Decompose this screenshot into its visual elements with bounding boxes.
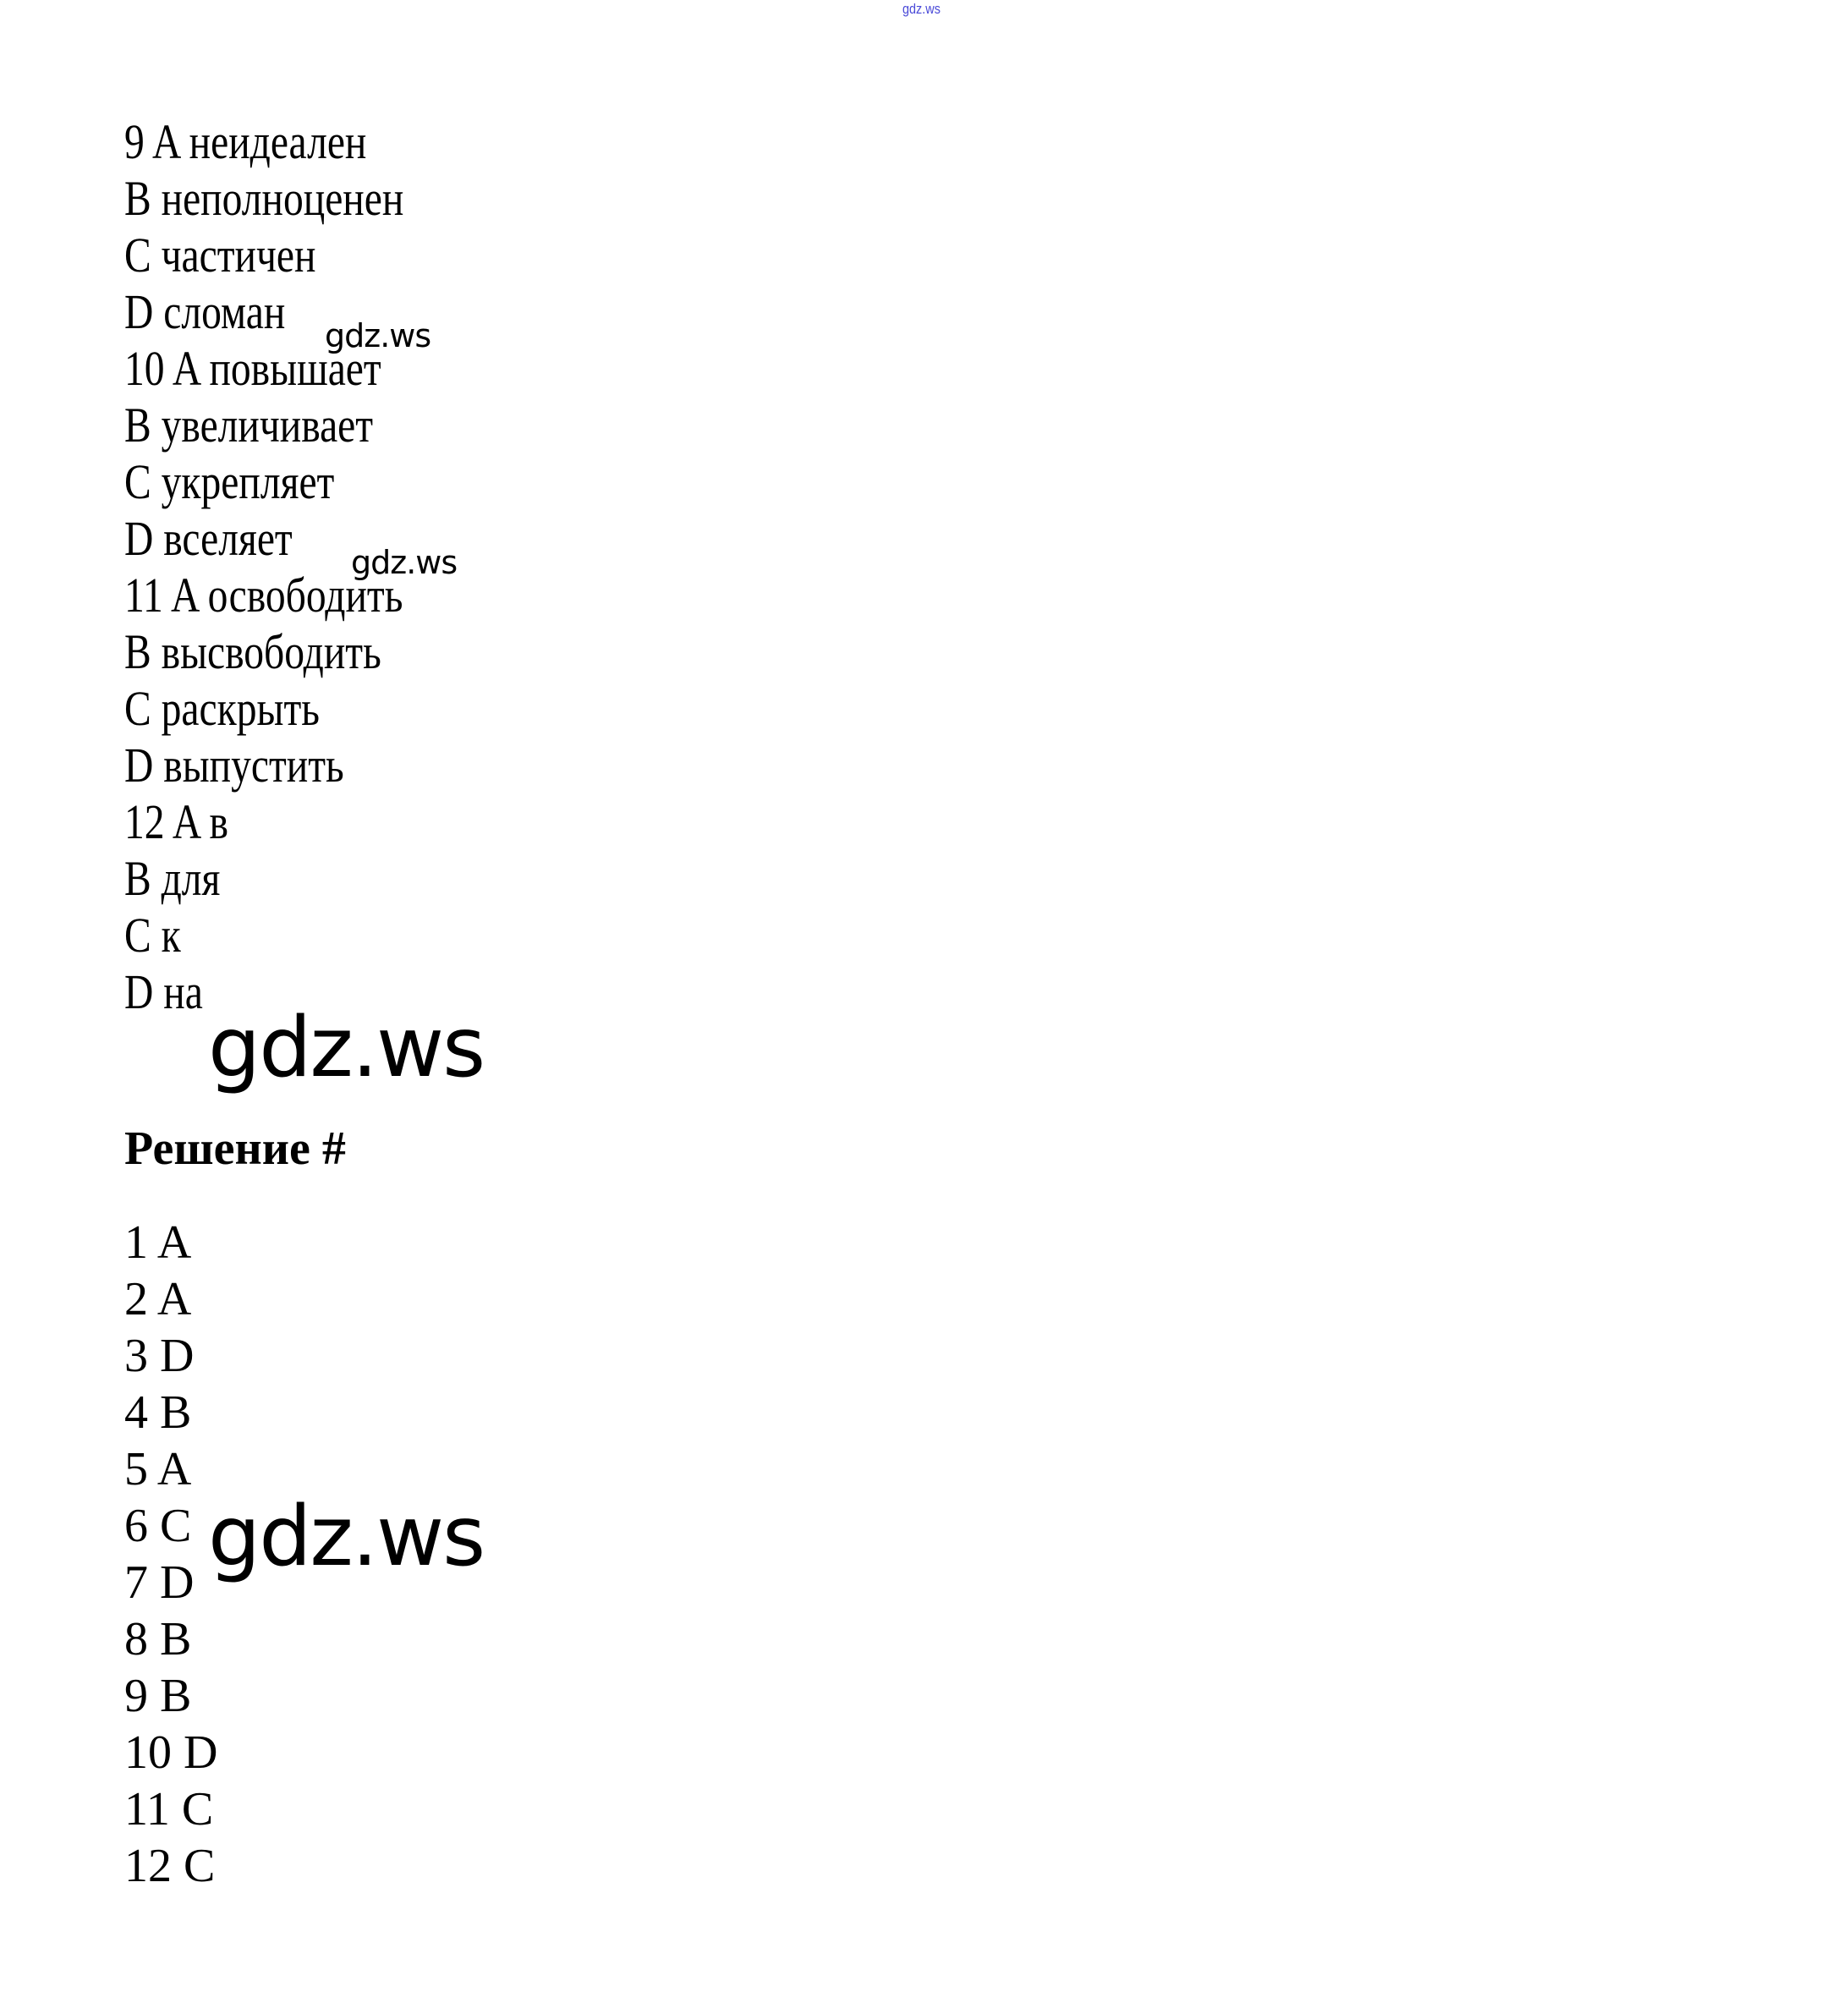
option-line: C раскрыть [124, 681, 320, 736]
answer-line: 8 B [124, 1613, 192, 1665]
option-line: D вселяет [124, 511, 293, 566]
answer-line: 6 C [124, 1500, 192, 1552]
answer-line: 9 B [124, 1670, 192, 1722]
option-line: D на [124, 964, 203, 1019]
answer-line: 5 A [124, 1443, 192, 1495]
option-line: C к [124, 908, 181, 963]
option-line: 9 A неидеален [124, 114, 367, 169]
option-line: D выпустить [124, 738, 344, 793]
option-line: D сломан [124, 284, 286, 339]
answer-line: 1 A [124, 1216, 192, 1269]
answer-line: 3 D [124, 1330, 195, 1382]
answer-line: 4 B [124, 1386, 192, 1439]
option-line: 11 A освободить [124, 568, 403, 623]
answer-line: 12 C [124, 1840, 216, 1892]
option-line: 10 A повышает [124, 341, 381, 396]
option-line: 12 A в [124, 794, 228, 849]
option-line: B высвободить [124, 624, 381, 679]
solution-heading: Решение # [124, 1122, 346, 1175]
answer-line: 11 C [124, 1783, 214, 1836]
answer-line: 10 D [124, 1726, 218, 1779]
watermark-small: gdz.ws [325, 317, 431, 354]
watermark-large: gdz.ws [208, 1000, 485, 1096]
option-line: B для [124, 851, 221, 906]
option-line: C частичен [124, 228, 316, 283]
answer-line: 2 A [124, 1273, 192, 1325]
option-line: B неполноценен [124, 171, 404, 226]
option-line: C укрепляет [124, 454, 335, 509]
answer-line: 7 D [124, 1556, 195, 1609]
watermark-large: gdz.ws [208, 1489, 485, 1585]
option-line: B увеличивает [124, 398, 374, 453]
watermark-small: gdz.ws [351, 544, 458, 581]
watermark-top: gdz.ws [902, 1, 940, 17]
